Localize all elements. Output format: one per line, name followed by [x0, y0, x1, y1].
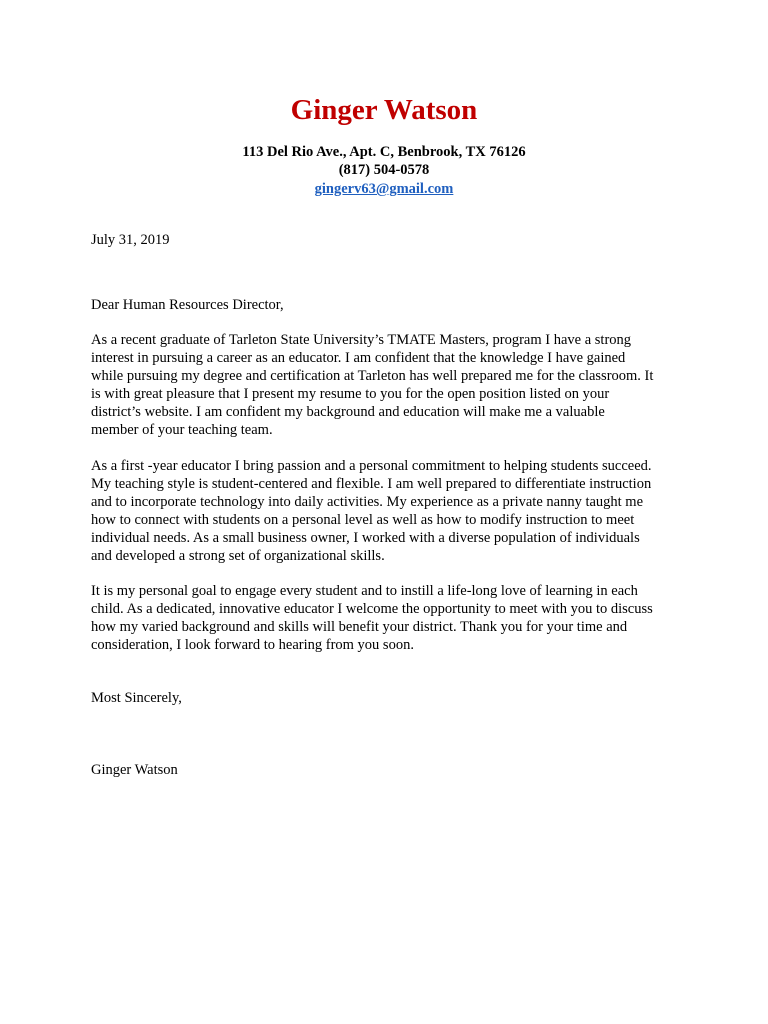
paragraph-line: how to connect with students on a personal level as well as how to modify instruction to meet — [91, 512, 635, 528]
paragraph-line: and developed a strong set of organizational skills. — [91, 548, 385, 564]
closing: Most Sincerely, — [91, 690, 182, 706]
paragraph-3 — [91, 582, 691, 654]
paragraph-line: interest in pursuing a career as an educator. I am confident that the knowledge I have gained — [91, 350, 626, 366]
paragraph-line: My teaching style is student-centered and flexible. I am well prepared to differentiate instruction — [91, 476, 652, 492]
paragraph-line: and to incorporate technology into daily activities. My experience as a private nanny taught me — [91, 494, 644, 510]
letter-date: July 31, 2019 — [91, 232, 170, 248]
paragraph-2 — [91, 457, 691, 565]
paragraph-line: child. As a dedicated, innovative educator I welcome the opportunity to meet with you to discuss — [91, 601, 653, 617]
paragraph-line: As a recent graduate of Tarleton State University’s TMATE Masters, program I have a strong — [91, 332, 632, 348]
paragraph-line: how my varied background and skills will benefit your district. Thank you for your time and — [91, 619, 628, 635]
applicant-name: Ginger Watson — [290, 94, 478, 126]
paragraph-line: individual needs. As a small business owner, I worked with a diverse population of individuals — [91, 530, 640, 546]
paragraph-line: It is my personal goal to engage every student and to instill a life-long love of learning in each — [91, 583, 638, 599]
paragraph-line: district’s website. I am confident my background and education will make me a valuable — [91, 404, 605, 420]
paragraph-1 — [91, 331, 691, 439]
paragraph-line: As a first -year educator I bring passion and a personal commitment to helping students succeed. — [91, 458, 652, 474]
signature-name: Ginger Watson — [91, 762, 178, 778]
applicant-email-line — [0, 180, 768, 198]
paragraph-line: is with great pleasure that I present my resume to you for the open position listed on your — [91, 386, 610, 402]
applicant-address: 113 Del Rio Ave., Apt. C, Benbrook, TX 76126 — [242, 144, 526, 160]
paragraph-line: consideration, I look forward to hearing from you soon. — [91, 637, 414, 653]
salutation: Dear Human Resources Director, — [91, 297, 284, 313]
applicant-phone: (817) 504-0578 — [338, 162, 430, 178]
paragraph-line: while pursuing my degree and certification at Tarleton has well prepared me for the classroom. It — [91, 368, 654, 384]
paragraph-line: member of your teaching team. — [91, 422, 273, 438]
email-link[interactable]: gingerv63@gmail.com — [314, 181, 454, 197]
